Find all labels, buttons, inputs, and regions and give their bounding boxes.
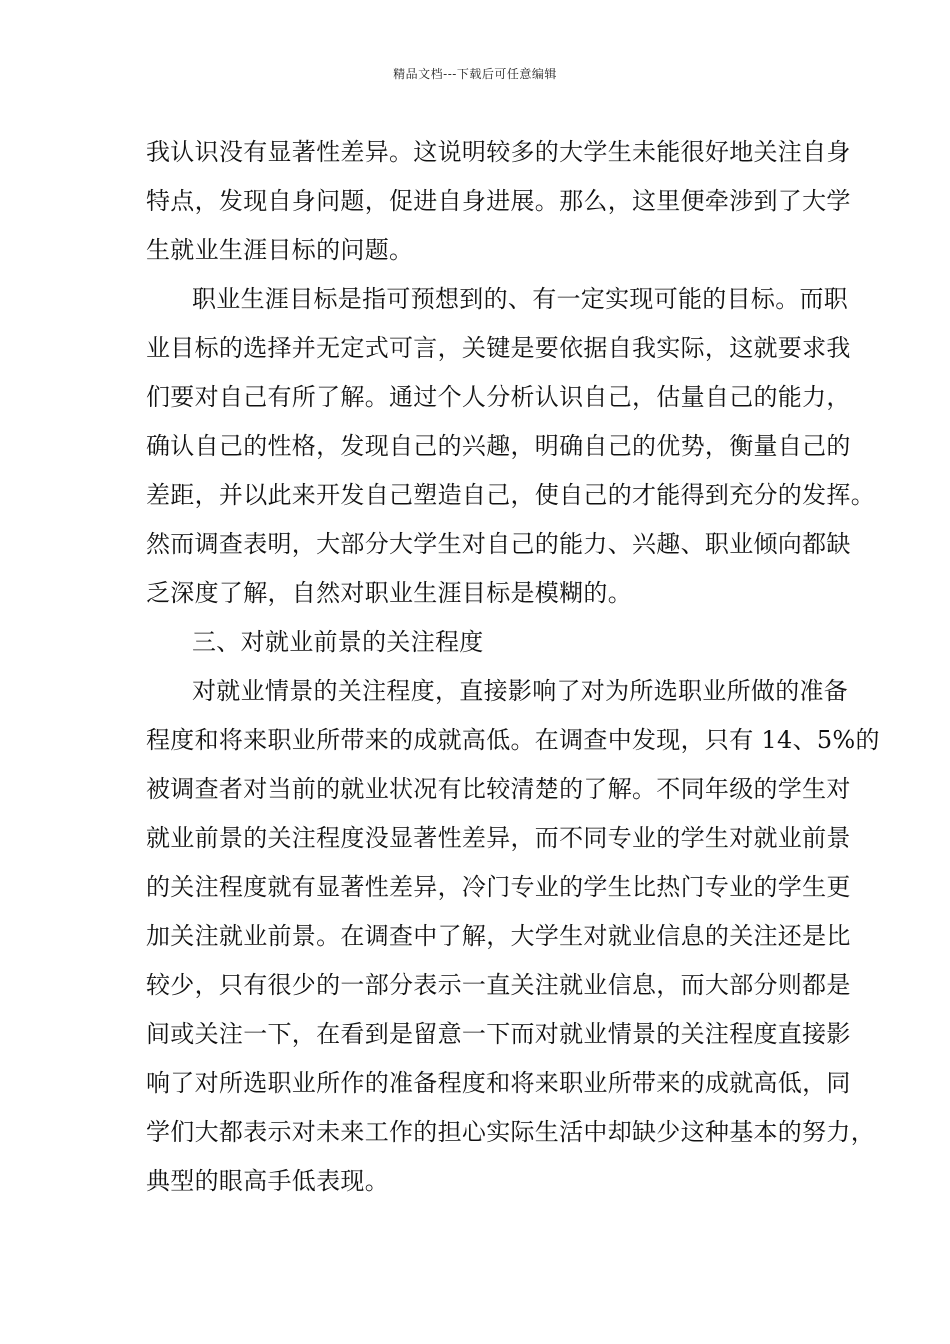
text-line: 间或关注一下，在看到是留意一下而对就业情景的关注程度直接影 <box>146 1020 851 1048</box>
text-line: 程度和将来职业所带来的成就高低。在调查中发现，只有 14、5%的 <box>146 726 880 754</box>
text-line: 特点，发现自身问题，促进自身进展。那么，这里便牵涉到了大学 <box>146 187 851 215</box>
text-line: 我认识没有显著性差异。这说明较多的大学生未能很好地关注自身 <box>146 138 851 166</box>
text-line: 加关注就业前景。在调查中了解，大学生对就业信息的关注还是比 <box>146 922 851 950</box>
text-line: 较少，只有很少的一部分表示一直关注就业信息，而大部分则都是 <box>146 971 851 999</box>
text-line: 乏深度了解，自然对职业生涯目标是模糊的。 <box>146 579 632 607</box>
text-line: 的关注程度就有显著性差异，冷门专业的学生比热门专业的学生更 <box>146 873 851 901</box>
text-line: 差距，并以此来开发自己塑造自己，使自己的才能得到充分的发挥。 <box>146 481 875 509</box>
text-line: 确认自己的性格，发现自己的兴趣，明确自己的优势，衡量自己的 <box>146 432 851 460</box>
text-line: 就业前景的关注程度没显著性差异，而不同专业的学生对就业前景 <box>146 824 851 852</box>
text-line: 学们大都表示对未来工作的担心实际生活中却缺少这种基本的努力， <box>146 1118 875 1146</box>
paragraph-first-line: 职业生涯目标是指可预想到的、有一定实现可能的目标。而职 <box>192 285 849 313</box>
text-line: 生就业生涯目标的问题。 <box>146 236 414 264</box>
text-line: 业目标的选择并无定式可言，关键是要依据自我实际，这就要求我 <box>146 334 851 362</box>
paragraph-first-line: 对就业情景的关注程度，直接影响了对为所选职业所做的准备 <box>192 677 849 705</box>
page-header: 精品文档---下载后可任意编辑 <box>393 67 557 81</box>
document-body <box>146 128 880 1206</box>
text-line: 典型的眼高手低表现。 <box>146 1167 389 1195</box>
text-line: 被调查者对当前的就业状况有比较清楚的了解。不同年级的学生对 <box>146 775 851 803</box>
text-line: 们要对自己有所了解。通过个人分析认识自己，估量自己的能力， <box>146 383 851 411</box>
text-line: 然而调查表明，大部分大学生对自己的能力、兴趣、职业倾向都缺 <box>146 530 851 558</box>
section-heading: 三、对就业前景的关注程度 <box>192 628 484 656</box>
text-line: 响了对所选职业所作的准备程度和将来职业所带来的成就高低，同 <box>146 1069 851 1097</box>
